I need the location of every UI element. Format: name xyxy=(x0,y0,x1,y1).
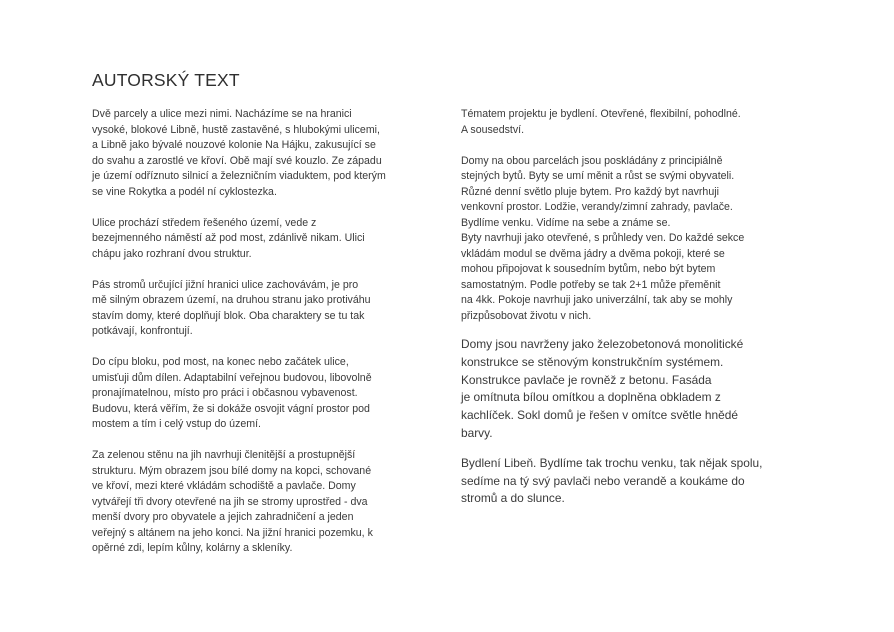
paragraph-construction: Domy jsou navrženy jako železobetonová monolitické konstrukce se stěnovým konstrukčním systémem. Konstrukce pavlače je rovněž z betonu. Fasáda je omítnuta bílou omítkou a doplněna obkladem z kachlíček. Sokl domů je řešen v omítce světle hnědé barvy. xyxy=(461,337,744,440)
right-column xyxy=(461,107,801,508)
page-title: AUTORSKÝ TEXT xyxy=(92,70,240,90)
large-text-block xyxy=(461,336,801,508)
paragraph-trees: Pás stromů určující jižní hranici ulice zachovávám, je pro mě silným obrazem území, na druhou stranu jako protiváhu stavím domy, které doplňují blok. Oba charaktery se tu tak potkávají, konfrontují. xyxy=(92,278,371,337)
paragraph-closing: Bydlení Libeň. Bydlíme tak trochu venku, tak nějak spolu, sedíme na tý svý pavlači nebo verandě a koukáme do stromů a do slunce. xyxy=(461,455,763,506)
paragraph-courtyards: Za zelenou stěnu na jih navrhuji členitější a prostupnější strukturu. Mým obrazem jsou bílé domy na kopci, schované ve křoví, mezi které vkládám schodiště a pavlače. Domy vytvářejí tři dvory otevřené na jih se stromy uprostřed - dva menší dvory pro obyvatele a jejich zahradničení a jeden veřejný s altánem na jeho konci. Na jižní hranici pozemku, k opěrné zdi, lepím kůlny, kolárny a skleníky. xyxy=(92,449,373,554)
paragraph-flats: Domy na obou parcelách jsou poskládány z principiálně stejných bytů. Byty se umí měnit a růst se svými obyvateli. Různé denní světlo pluje bytem. Pro každý byt navrhuji venkovní prostor. Lodžie, verandy/zimní zahrady, pavlače. Bydlíme venku. Vidíme na sebe a známe se. Byty navrhuji jako otevřené, s průhledy ven. Do každé sekce vkládám modul se dvěma jádry a dvěma pokoji, které se mohou připojovat k sousedním bytům, nebo být bytem samostatným. Podle potřeby se tak 2+1 může přeměnit na 4kk. Pokoje navrhuji jako univerzální, tak aby se mohly přizpůsobovat životu v nich. xyxy=(461,154,745,322)
paragraph-street: Ulice prochází středem řešeného území, vede z bezejmenného náměstí až pod most, zdánlivě nikam. Ulici chápu jako rozhraní dvou struktur. xyxy=(92,216,365,260)
paragraph-theme: Tématem projektu je bydlení. Otevřené, flexibilní, pohodlné. A sousedství. xyxy=(461,108,741,136)
paragraph-site: Dvě parcely a ulice mezi nimi. Nacházíme se na hranici vysoké, blokové Libně, hustě zastavěné, s hlubokými ulicemi, a Libně jako bývalé nouzové kolonie Na Hájku, zakusující se do svahu a zarostlé ve křoví. Obě mají své kouzlo. Ze západu je území odříznuto silnicí a železničním viaduktem, pod kterým se vine Rokytka a podél ní cyklostezka. xyxy=(92,108,386,198)
left-column xyxy=(92,107,422,557)
paragraph-workshop-house: Do cípu bloku, pod most, na konec nebo začátek ulice, umisťuji dům dílen. Adaptabilní veřejnou budovou, libovolně pronajímatelnou, místo pro práci i občasnou vybavenost. Budovu, která věřím, že si dokáže osvojit vágní prostor pod mostem a tím i celý vstup do území. xyxy=(92,356,372,430)
